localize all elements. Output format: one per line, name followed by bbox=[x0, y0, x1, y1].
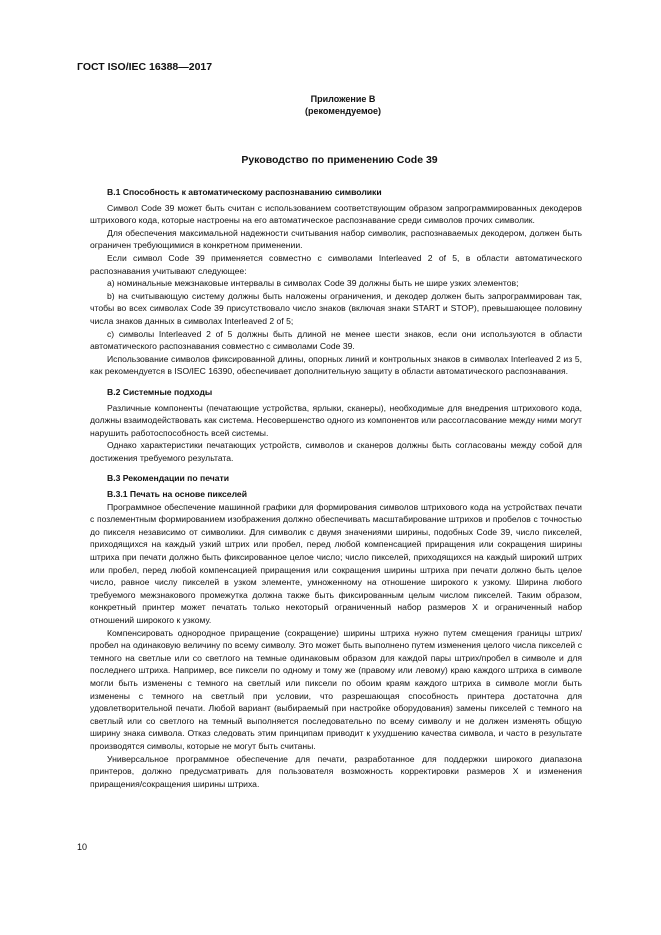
list-item: а) номинальные межзнаковые интервалы в символах Code 39 должны быть не шире узких элементов; bbox=[107, 278, 519, 289]
section-heading-b3: В.3 Рекомендации по печати bbox=[107, 473, 230, 484]
paragraph: Универсальное программное обеспечение для печати, разработанное для поддержки широкого диапазона принтеров, должно предусматривать для пользователя возможность корректировки размеров X и изменения приращения/сокращения ширины штриха. bbox=[90, 753, 582, 789]
paragraph: Символ Code 39 может быть считан с использованием соответствующим образом запрограммированных декодеров штрихового кода, которые настроены на его автоматическое распознавание среди символов прочих символик. bbox=[90, 202, 582, 226]
list-item: b) на считывающую систему должны быть наложены ограничения, и декодер должен быть запрограммирован так, чтобы во всех символах Code 39 присутствовало число знаков (включая знаки START и STOP), превышающее половину числа знаков данных в символах Interleaved 2 of 5; bbox=[90, 290, 582, 326]
page-number: 10 bbox=[77, 842, 88, 852]
paragraph: Программное обеспечение машинной графики для формирования символов штрихового кода на устройствах печати с позлементным формированием изображения должно обеспечивать масштабирование штрихов и пробелов с точностью до пикселя независимо от символики. Для символик с двумя значениями ширины, подобных Code 39, число пикселей, приходящихся на каждый узкий штрих или пробел, перед любой компенсацией приращения или сокращения ширины штриха при печати должно быть фиксированное целое число; число пикселей, приходящихся на каждый широкий штрих или пробел, перед любой компенсацией приращения или сокращения ширины штриха при печати должно быть целое число, равное числу пикселей в узком элементе, умноженному на отношение широкого к узкому. Ширина любого требуемого межзнакового промежутка должна также быть фиксированным целым числом пикселей. Таким образом, конкретный принтер может печатать только некоторый ограниченный набор размеров X и ограниченный набор отношений широкого к узкому. bbox=[90, 501, 582, 625]
annex-title: Приложение В bbox=[310, 94, 376, 104]
list-item: с) символы Interleaved 2 of 5 должны быть длиной не менее шести знаков, если они используются в области автоматического распознавания совместно с символами Code 39. bbox=[90, 328, 582, 352]
paragraph: Различные компоненты (печатающие устройства, ярлыки, сканеры), необходимые для внедрения штрихового кода, должны взаимодействовать как система. Несовершенство одного из компонентов или рассогласование между ними могут нарушить работоспособность всей системы. bbox=[90, 402, 582, 438]
subsection-heading-b3-1: В.3.1 Печать на основе пикселей bbox=[107, 489, 247, 500]
section-heading-b1: В.1 Способность к автоматическому распознаванию символики bbox=[107, 187, 382, 197]
paragraph: Компенсировать однородное приращение (сокращение) ширины штриха нужно путем смещения границы штрих/пробел на одинаковую величину по всему символу. Это может быть выполнено путем изменения целого числа пикселей с темного на светлые или со светлого на темные одинаковым образом для каждой пары штрих/пробел в символе и для последнего штриха. Например, все пиксели по одному и тому же (правому или левому) краю каждого штриха в символе могли быть изменены с темного на светлый или пиксели по обоим краям каждого штриха в символе могли быть изменены с темного на светлый при условии, что разрешающая способность принтера достаточна для удовлетворительной печати. Любой вариант (выбираемый при настройке оборудования) замены пикселей с темного на светлый или со светлого на темный выполняется последовательно по всему символу и не должен изменять общую ширину знака символа. Отказ следовать этим принципам приводит к ухудшению качества символа, и часто в результате производятся символы, которые не могут быть считаны. bbox=[90, 627, 582, 751]
paragraph: Использование символов фиксированной длины, опорных линий и контрольных знаков в символах Interleaved 2 из 5, как рекомендуется в ISO/IEC 16390, обеспечивает дополнительную защиту в области автоматического распознавания. bbox=[90, 353, 582, 377]
paragraph: Если символ Code 39 применяется совместно с символами Interleaved 2 of 5, в области автоматического распознавания учитывают следующее: bbox=[90, 252, 582, 276]
paragraph: Для обеспечения максимальной надежности считывания набор символик, распознаваемых декодером, должен быть ограничен требующимися в конкретном применении. bbox=[90, 227, 582, 251]
document-header: ГОСТ ISO/IEC 16388—2017 bbox=[77, 61, 213, 73]
section-heading-b2: В.2 Системные подходы bbox=[107, 386, 213, 397]
document-body bbox=[90, 186, 582, 790]
annex-status: (рекомендуемое) bbox=[305, 106, 381, 116]
annex-block bbox=[0, 93, 661, 117]
page-title: Руководство по применению Code 39 bbox=[241, 154, 438, 166]
paragraph: Однако характеристики печатающих устройств, символов и сканеров должны быть согласованы между собой для достижения требуемого результата. bbox=[90, 440, 582, 463]
